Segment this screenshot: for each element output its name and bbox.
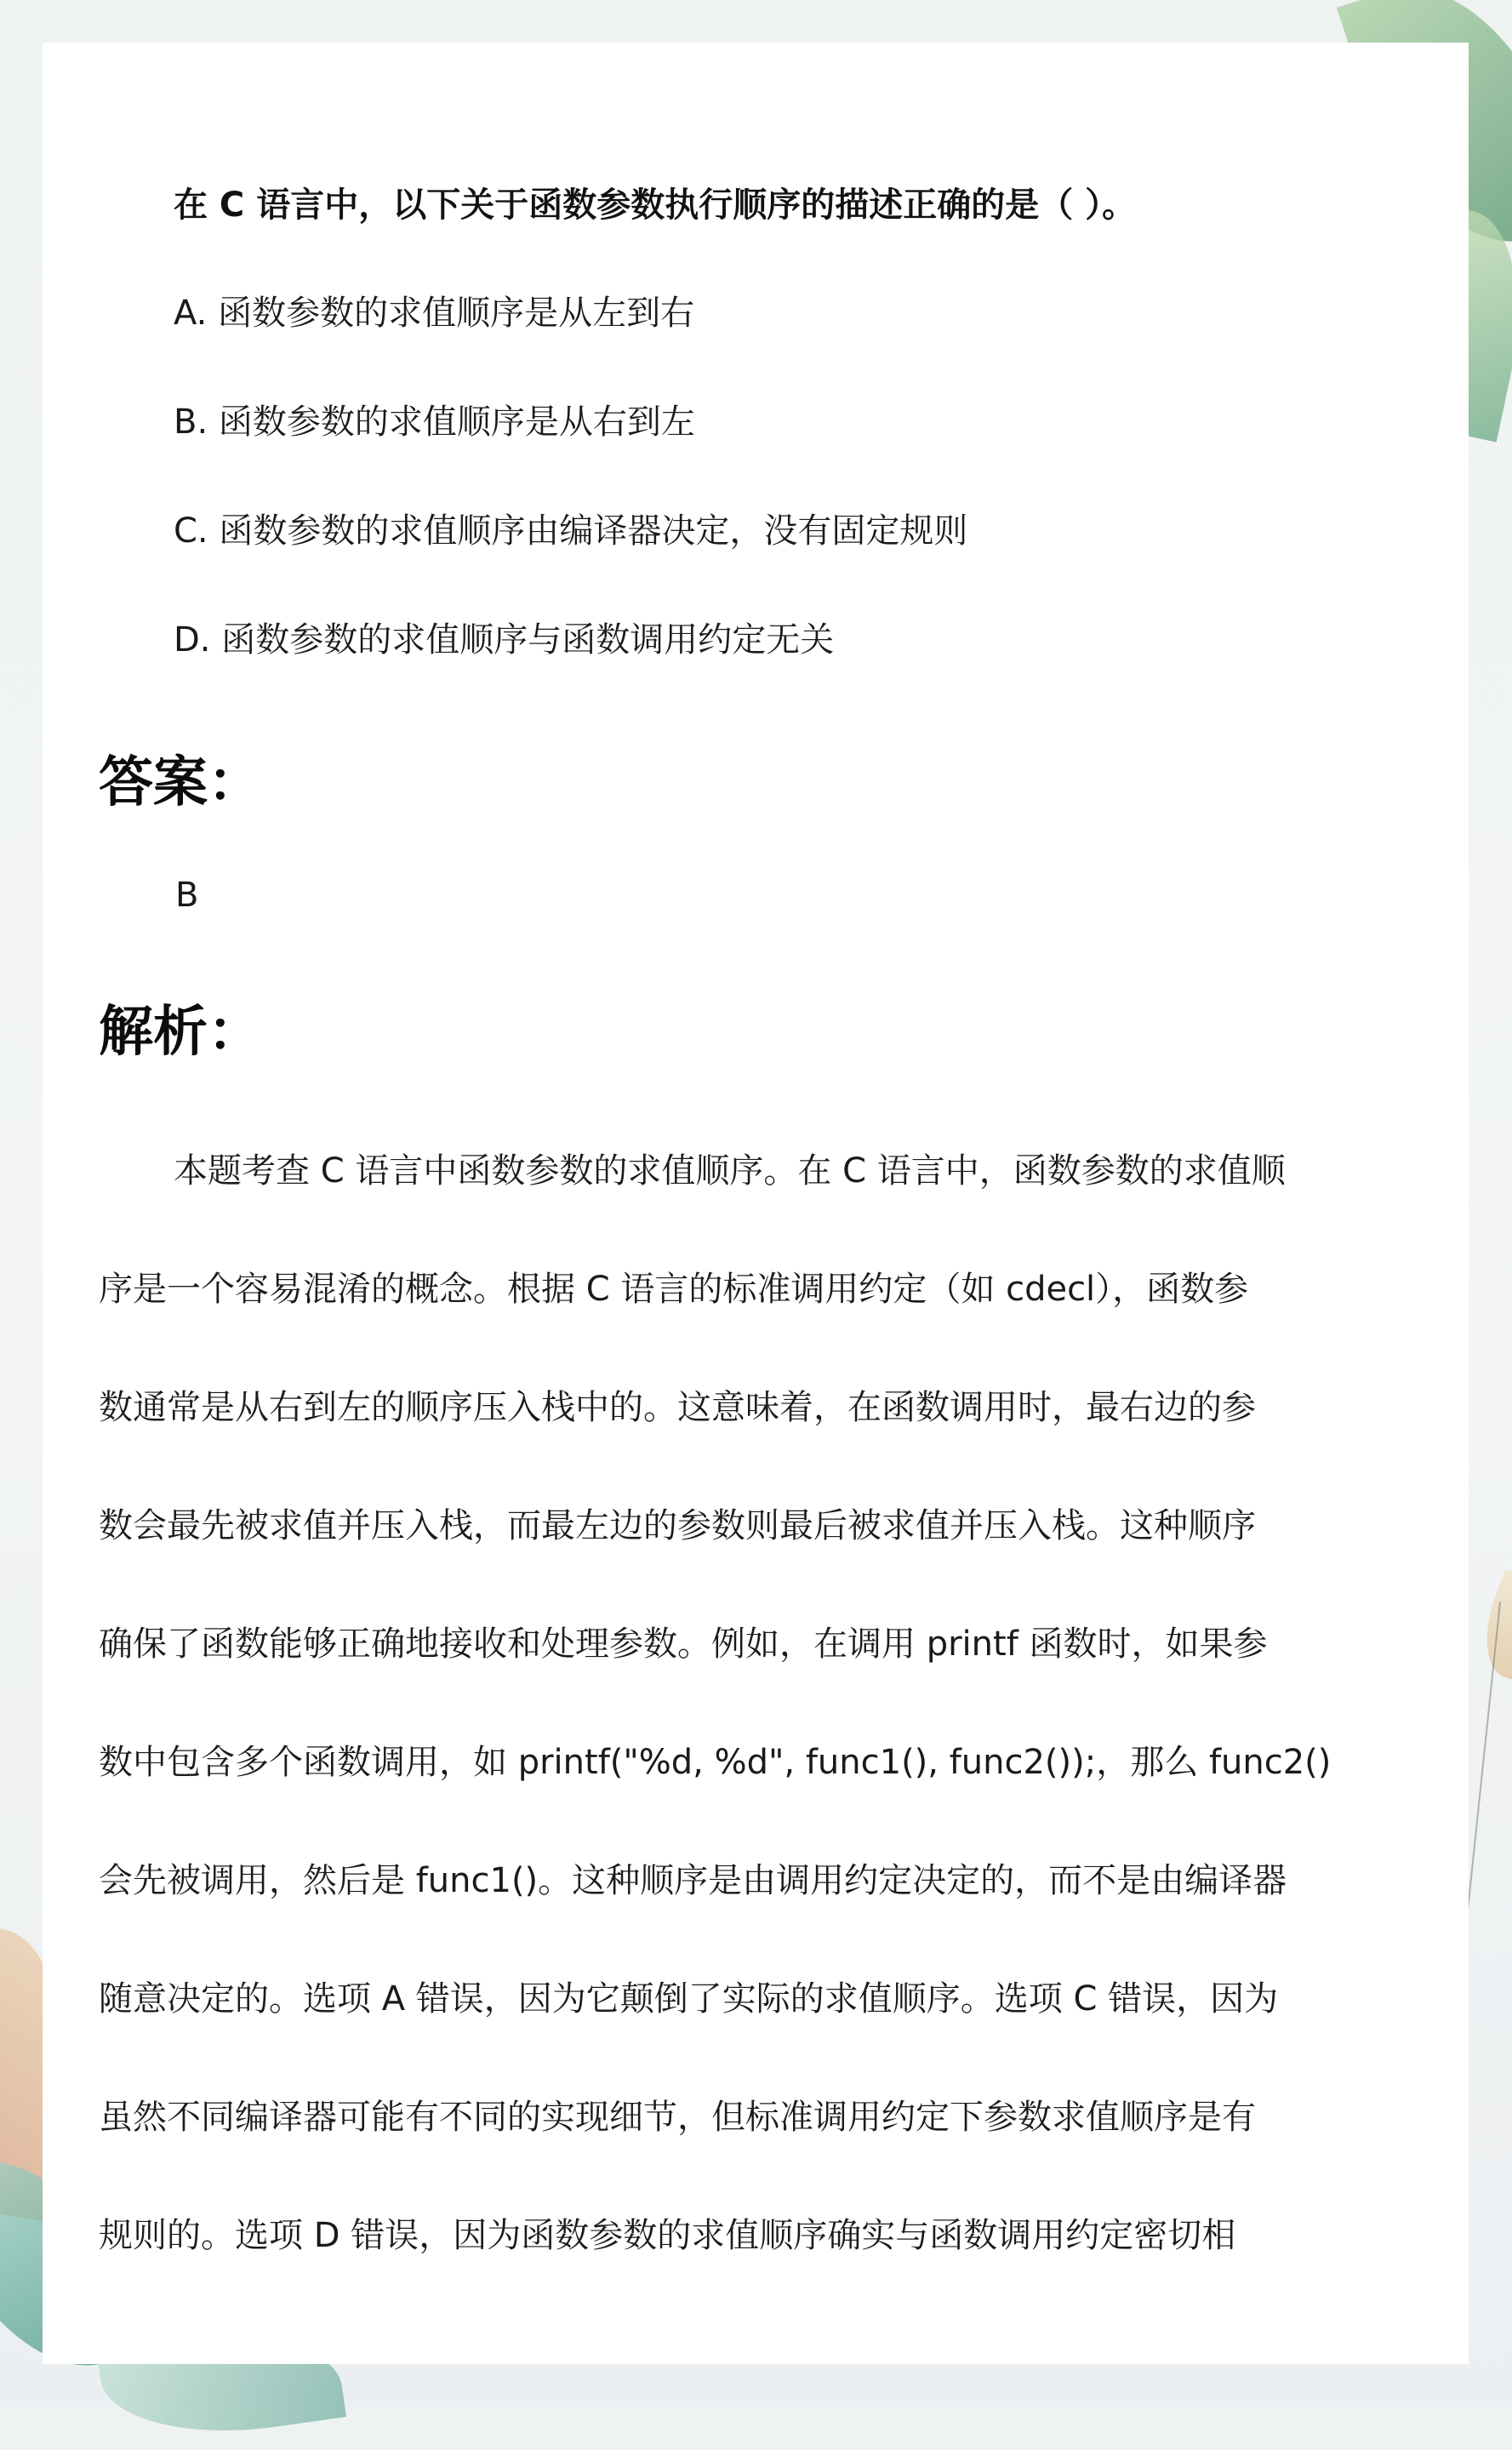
decorative-bud-right (1470, 1568, 1512, 1682)
analysis-heading: 解析： (99, 1001, 262, 1064)
answer-value: B (175, 876, 199, 915)
analysis-line: 规则的。选项 D 错误，因为函数参数的求值顺序确实与函数调用约定密切相 (99, 2216, 1236, 2255)
analysis-line: 数中包含多个函数调用，如 printf("%d, %d", func1(), func2());，那么 func2() (99, 1743, 1332, 1782)
analysis-line: 数通常是从右到左的顺序压入栈中的。这意味着，在函数调用时，最右边的参 (99, 1388, 1256, 1427)
analysis-line: 随意决定的。选项 A 错误，因为它颠倒了实际的求值顺序。选项 C 错误，因为 (99, 1979, 1279, 2019)
analysis-line: 本题考查 C 语言中函数参数的求值顺序。在 C 语言中，函数参数的求值顺 (174, 1151, 1286, 1191)
question-card (43, 43, 1469, 2364)
analysis-line: 数会最先被求值并压入栈，而最左边的参数则最后被求值并压入栈。这种顺序 (99, 1506, 1256, 1545)
analysis-line: 序是一个容易混淆的概念。根据 C 语言的标准调用约定（如 cdecl），函数参 (99, 1270, 1249, 1309)
option-b: B. 函数参数的求值顺序是从右到左 (174, 403, 695, 442)
analysis-paragraph (99, 1112, 1456, 2295)
option-a: A. 函数参数的求值顺序是从左到右 (174, 294, 695, 333)
analysis-line: 虽然不同编译器可能有不同的实现细节，但标准调用约定下参数求值顺序是有 (99, 2098, 1256, 2137)
analysis-line: 会先被调用，然后是 func1()。这种顺序是由调用约定决定的，而不是由编译器 (99, 1861, 1287, 1900)
question-stem: 在 C 语言中，以下关于函数参数执行顺序的描述正确的是（ ）。 (174, 186, 1137, 225)
option-c: C. 函数参数的求值顺序由编译器决定，没有固定规则 (174, 511, 968, 551)
option-d: D. 函数参数的求值顺序与函数调用约定无关 (174, 620, 835, 660)
analysis-line: 确保了函数能够正确地接收和处理参数。例如，在调用 printf 函数时，如果参 (99, 1625, 1268, 1664)
answer-heading: 答案： (99, 751, 262, 814)
